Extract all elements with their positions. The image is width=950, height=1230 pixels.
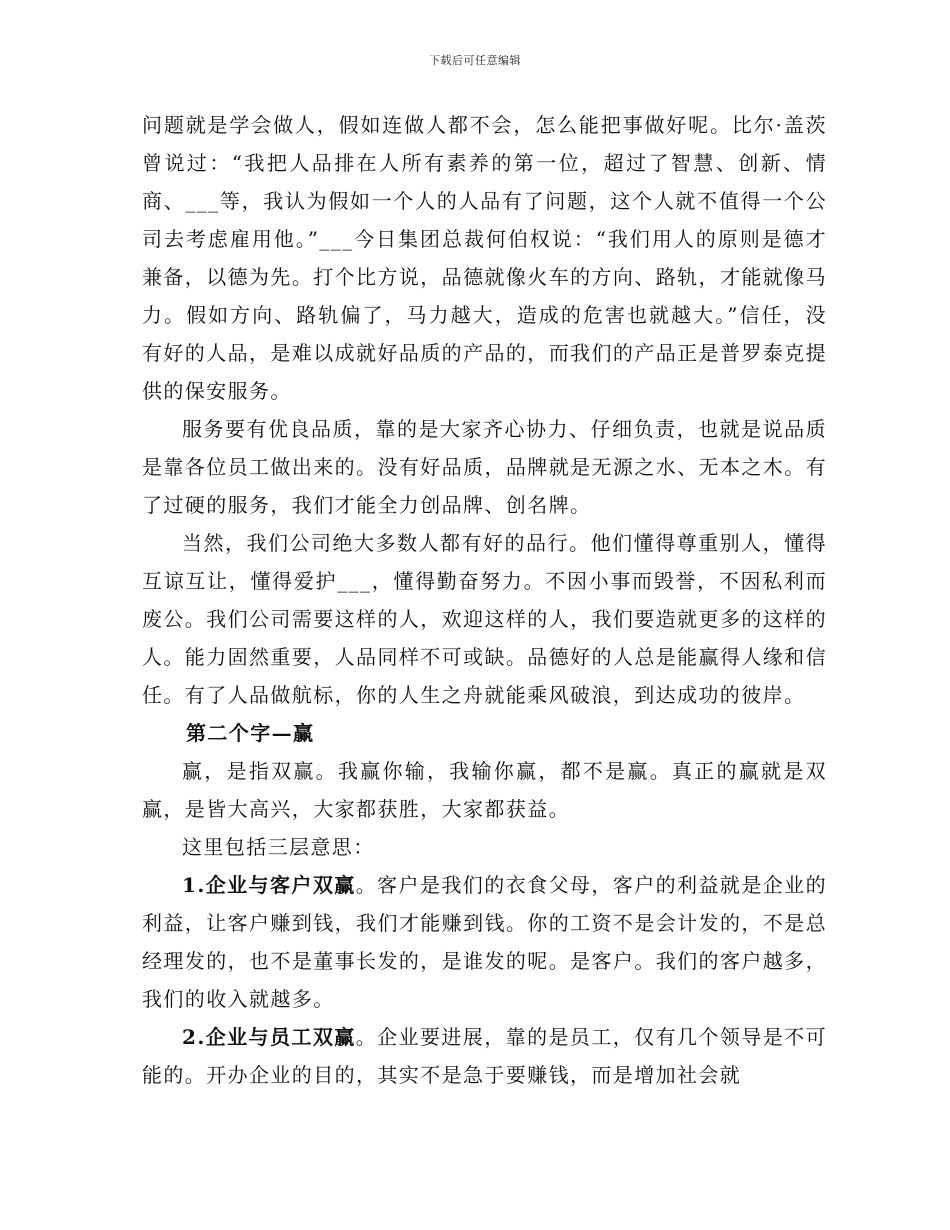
paragraph-employee-win — [142, 1018, 827, 1094]
paragraph-good-conduct: 当然，我们公司绝大多数人都有好的品行。他们懂得尊重别人，懂得互谅互让，懂得爱护___，懂得勤奋努力。不因小事而毁誉，不因私利而废公。我们公司需要这样的人，欢迎这样的人，我们要造就更多的这样的人。能力固然重要，人品同样不可或缺。品德好的人总是能赢得人缘和信任。有了人品做航标，你的人生之舟就能乘风破浪，到达成功的彼岸。 — [142, 531, 827, 707]
point-1-text: 。客户是我们的衣食父母，客户的利益就是企业的利益，让客户赚到钱，我们才能赚到钱。你的工资不是会计发的，不是总经理发的，也不是董事长发的，是谁发的呢。是客户。我们的客户越多，我们的收入就越多。 — [142, 873, 827, 1011]
point-2-text: 。企业要进展，靠的是员工，仅有几个领导是不可能的。开办企业的目的，其实不是急于要赚钱，而是增加社会就 — [142, 1025, 827, 1087]
paragraph-service-quality: 服务要有优良品质，靠的是大家齐心协力、仔细负责，也就是说品质是靠各位员工做出来的。没有好品质，品牌就是无源之水、无本之木。有了过硬的服务，我们才能全力创品牌、创名牌。 — [142, 417, 827, 517]
paragraph-win-definition: 赢，是指双赢。我赢你输，我输你赢，都不是赢。真正的赢就是双赢，是皆大高兴，大家都获胜，大家都获益。 — [142, 759, 827, 821]
paragraph-customer-win — [142, 866, 827, 1018]
paragraph-three-meanings: 这里包括三层意思： — [182, 835, 375, 859]
document-body — [142, 106, 827, 1094]
page-header-note: 下载后可任意编辑 — [429, 54, 521, 67]
section-heading-win: 第二个字—赢 — [186, 721, 315, 745]
point-1-lead: 1.企业与客户双赢 — [182, 873, 356, 897]
point-2-lead: 2.企业与员工双赢 — [182, 1025, 356, 1049]
paragraph-character: 问题就是学会做人，假如连做人都不会，怎么能把事做好呢。比尔·盖茨曾说过：“我把人品排在人所有素养的第一位，超过了智慧、创新、情商、___等，我认为假如一个人的人品有了问题，这个人就不值得一个公司去考虑雇用他。”___今日集团总裁何伯权说：“我们用人的原则是德才兼备，以德为先。打个比方说，品德就像火车的方向、路轨，才能就像马力。假如方向、路轨偏了，马力越大，造成的危害也就越大。”信任，没有好的人品，是难以成就好品质的产品的，而我们的产品正是普罗泰克提供的保安服务。 — [142, 113, 827, 403]
